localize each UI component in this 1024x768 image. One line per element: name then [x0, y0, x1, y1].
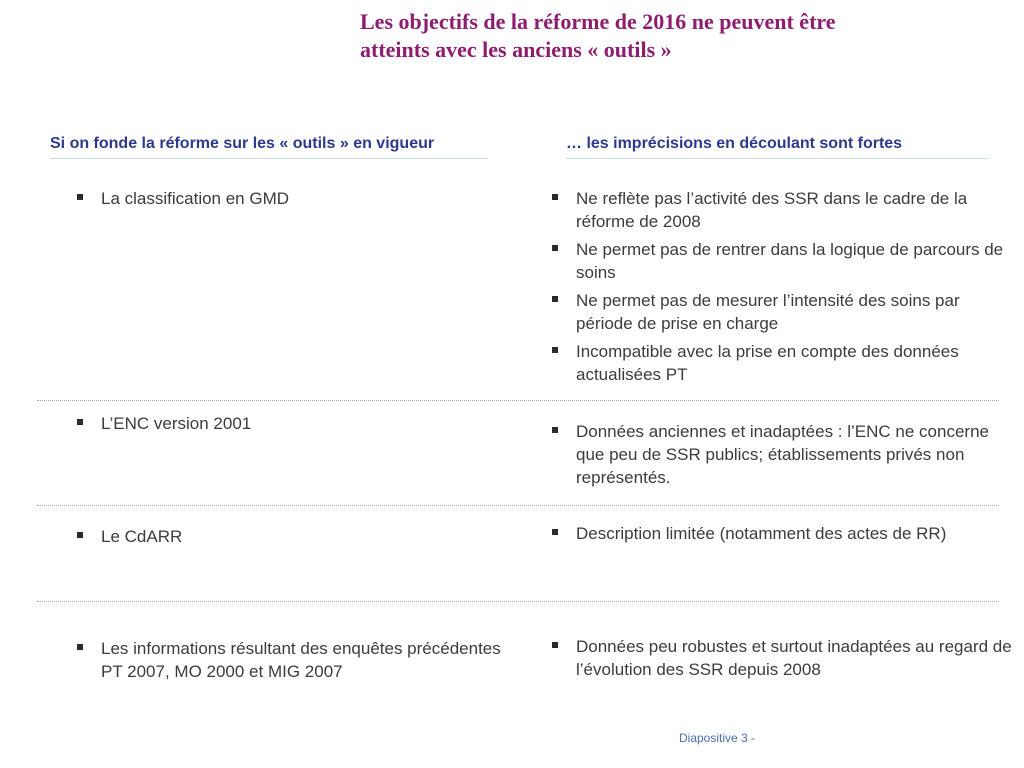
list-item-text: Le CdARR — [101, 527, 183, 546]
square-bullet-icon — [552, 245, 558, 251]
square-bullet-icon — [77, 644, 83, 650]
list-item-text: Données anciennes et inadaptées : l’ENC ne concerne que peu de SSR publics; établissements privés non représentés. — [576, 422, 989, 487]
slide-number: Diapositive 3 - — [679, 731, 756, 745]
list-item-text: Les informations résultant des enquêtes précédentes PT 2007, MO 2000 et MIG 2007 — [101, 639, 501, 681]
list-item-text: Ne reflète pas l’activité des SSR dans le cadre de la réforme de 2008 — [576, 189, 968, 231]
list-item-text: Incompatible avec la prise en compte des données actualisées PT — [576, 342, 959, 384]
list-item — [77, 637, 507, 683]
list-item-text: Données peu robustes et surtout inadaptées au regard de l’évolution des SSR depuis 2008 — [576, 637, 1012, 679]
square-bullet-icon — [77, 532, 83, 538]
square-bullet-icon — [552, 296, 558, 302]
list-item — [77, 187, 507, 210]
square-bullet-icon — [552, 427, 558, 433]
right-column-header: … les imprécisions en découlant sont fortes — [566, 132, 988, 159]
square-bullet-icon — [77, 419, 83, 425]
list-item — [552, 522, 1017, 545]
row-4-left-list — [77, 637, 507, 688]
list-item-text: L’ENC version 2001 — [101, 414, 252, 433]
list-item — [552, 635, 1017, 681]
list-item-text: La classification en GMD — [101, 189, 290, 208]
row-1-right-list — [552, 187, 1017, 391]
row-divider — [37, 505, 999, 506]
list-item — [552, 187, 1017, 233]
slide-title-line-2: atteints avec les anciens « outils » — [360, 37, 672, 62]
slide-title-line-1: Les objectifs de la réforme de 2016 ne peuvent être — [360, 9, 836, 34]
row-3-right-list — [552, 522, 1017, 550]
row-2-left-list — [77, 412, 507, 440]
list-item-text: Ne permet pas de rentrer dans la logique de parcours de soins — [576, 240, 1004, 282]
slide-title — [360, 8, 1000, 64]
row-1-left-list — [77, 187, 507, 215]
row-3-left-list — [77, 525, 507, 553]
list-item — [77, 412, 507, 435]
list-item — [552, 238, 1017, 284]
row-2-right-list — [552, 420, 1017, 494]
list-item — [552, 340, 1017, 386]
row-4-right-list — [552, 635, 1017, 686]
square-bullet-icon — [552, 347, 558, 353]
square-bullet-icon — [552, 529, 558, 535]
square-bullet-icon — [77, 194, 83, 200]
square-bullet-icon — [552, 194, 558, 200]
square-bullet-icon — [552, 642, 558, 648]
list-item — [77, 525, 507, 548]
list-item-text: Ne permet pas de mesurer l’intensité des soins par période de prise en charge — [576, 291, 960, 333]
list-item-text: Description limitée (notamment des actes de RR) — [576, 524, 947, 543]
row-divider — [37, 400, 999, 401]
list-item — [552, 420, 1017, 489]
left-column-header: Si on fonde la réforme sur les « outils » en vigueur — [50, 132, 488, 159]
list-item — [552, 289, 1017, 335]
row-divider — [37, 601, 999, 602]
